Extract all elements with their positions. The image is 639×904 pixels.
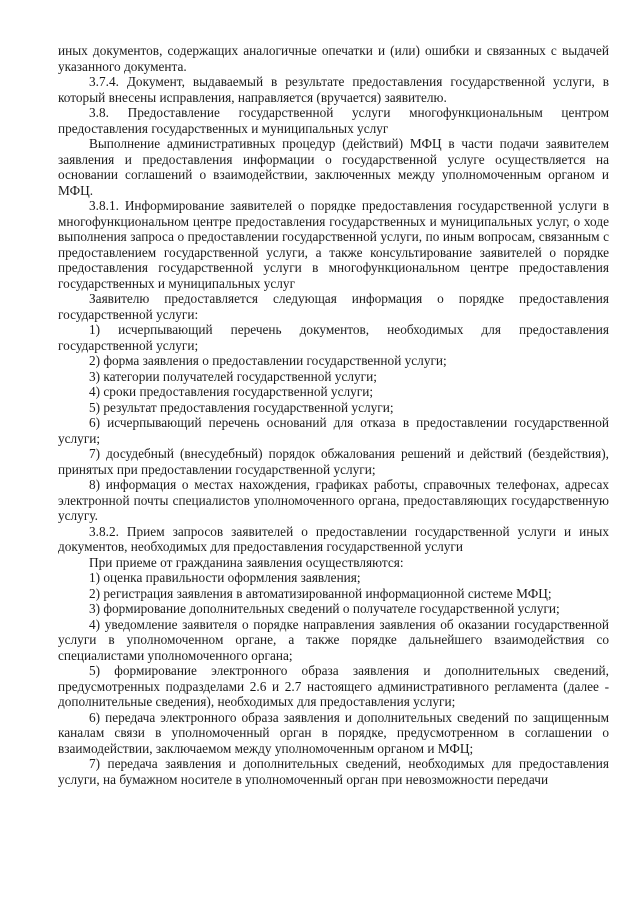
paragraph-mfc-procedures: Выполнение административных процедур (действий) МФЦ в части подачи заявителем заявления и предоставления информации о государственной услуге осуществляется на основании соглашений о взаимодействии, заключенных между уполномоченным органом и МФЦ. [58,136,609,198]
list-item-intake-7: 7) передача заявления и дополнительных сведений, необходимых для предоставления услуги, на бумажном носителе в уполномоченный орган при невозможности передачи [58,756,609,787]
list-item-info-2: 2) форма заявления о предоставлении государственной услуги; [89,353,447,368]
list-item-info-7: 7) досудебный (внесудебный) порядок обжалования решений и действий (бездействия), принятых при предоставлении государственной услуги; [58,446,609,477]
paragraph-3-7-4: 3.7.4. Документ, выдаваемый в результате предоставления государственной услуги, в который внесены исправления, направляется (вручается) заявителю. [58,74,609,105]
list-item-info-6: 6) исчерпывающий перечень оснований для отказа в предоставлении государственной услуги; [58,415,609,446]
paragraph-3-8-1: 3.8.1. Информирование заявителей о порядке предоставления государственной услуги в многофункциональном центре предоставления государственных и муниципальных услуг, о ходе выполнения запроса о предоставлении государственной услуги, по иным вопросам, связанным с предоставлением государственной услуги, а также консультирование заявителей о порядке предоставления государственной услуги в многофункциональном центре предоставления государственных и муниципальных услуг [58,198,609,291]
list-item-info-5: 5) результат предоставления государственной услуги; [89,399,394,415]
paragraph-continuation: иных документов, содержащих аналогичные опечатки и (или) ошибки и связанных с выдачей указанного документа. [58,43,609,74]
list-item-intake-3: 3) формирование дополнительных сведений о получателе государственной услуги; [89,601,560,616]
paragraph-3-8-2: 3.8.2. Прием запросов заявителей о предоставлении государственной услуги и иных документов, необходимых для предоставления государственной услуги [58,523,609,554]
list-item-intake-6: 6) передача электронного образа заявления и дополнительных сведений по защищенным каналам связи в уполномоченный орган в порядке, предусмотренном в соглашении о взаимодействии, заключаемом между уполномоченным органом и МФЦ; [58,709,609,756]
list-item-intake-4: 4) уведомление заявителя о порядке направления заявления об оказании государственной услуги в уполномоченном органе, а также порядке дальнейшего взаимодействия со специалистами уполномоченного органа; [58,616,609,663]
list-item-info-8: 8) информация о местах нахождения, графиках работы, справочных телефонах, адресах электронной почты специалистов уполномоченного органа, предоставляющих государственную услугу. [58,477,609,523]
list-item-info-4: 4) сроки предоставления государственной услуги; [89,384,374,399]
list-item-intake-1: 1) оценка правильности оформления заявления; [89,570,361,585]
paragraph-intake-intro: При приеме от гражданина заявления осуществляются: [89,554,404,570]
list-item-intake-2: 2) регистрация заявления в автоматизированной информационной системе МФЦ; [89,585,552,601]
list-item-info-1: 1) исчерпывающий перечень документов, необходимых для предоставления государственной услуги; [58,322,609,353]
document-body [58,43,609,787]
section-heading-3-8: 3.8. Предоставление государственной услуги многофункциональным центром предоставления государственных и муниципальных услуг [58,105,609,136]
list-item-intake-5: 5) формирование электронного образа заявления и дополнительных сведений, предусмотренных подразделами 2.6 и 2.7 настоящего административного регламента (далее - дополнительные сведения), необходимых для предоставления услуги; [58,663,609,709]
list-item-info-3: 3) категории получателей государственной услуги; [89,368,377,384]
paragraph-info-intro: Заявителю предоставляется следующая информация о порядке предоставления государственной услуги: [58,291,609,322]
